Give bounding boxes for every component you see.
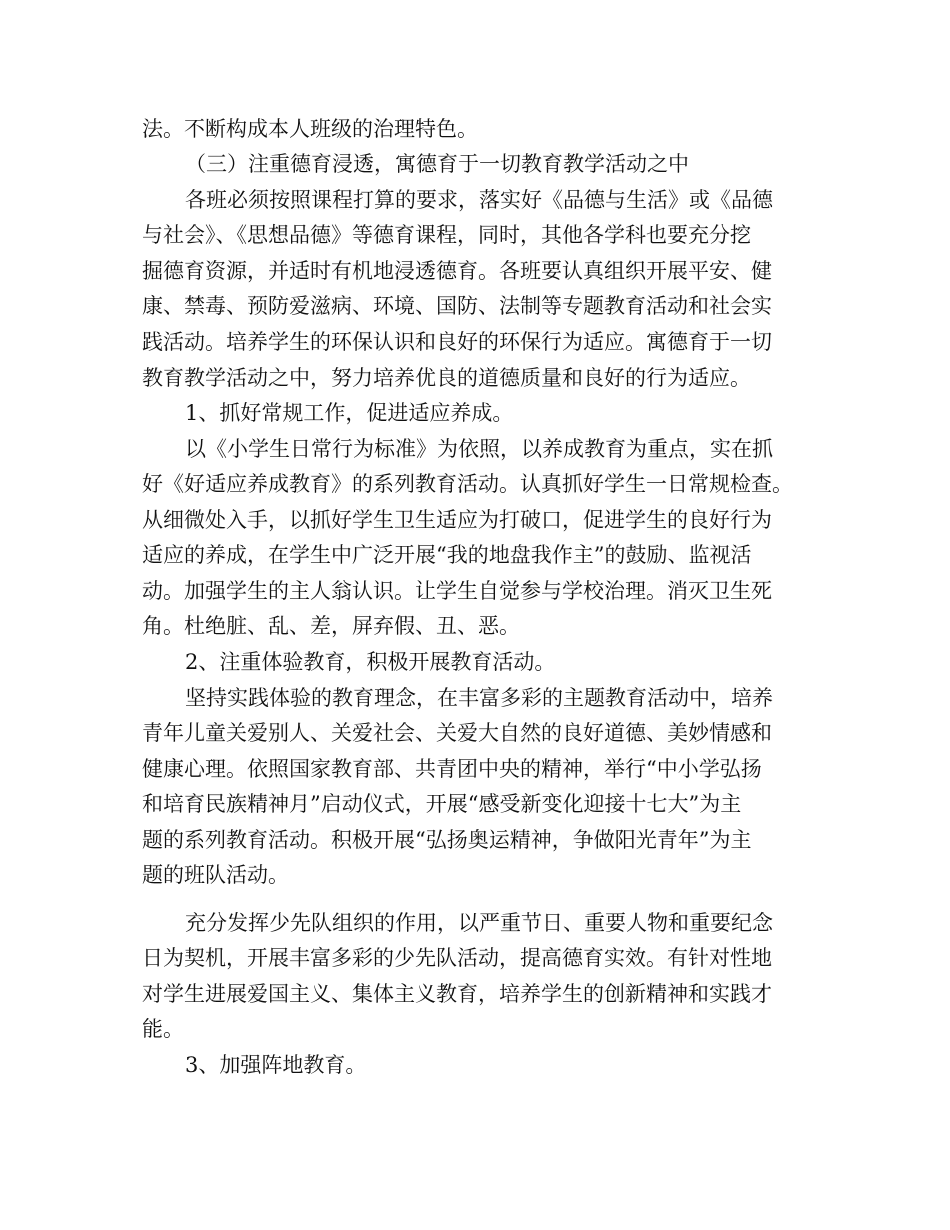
text-line: 从细微处入手，以抓好学生卫生适应为打破口，促进学生的良好行为	[142, 508, 772, 532]
text-line: 法。不断构成本人班级的治理特色。	[142, 117, 478, 141]
subheading: 2、注重体验教育，积极开展教育活动。	[185, 650, 556, 674]
text-line: 动。加强学生的主人翁认识。让学生自觉参与学校治理。消灭卫生死	[142, 579, 772, 603]
text-line: 适应的养成，在学生中广泛开展“我的地盘我作主”的鼓励、监视活	[142, 543, 752, 567]
text-line: 教育教学活动之中，努力培养优良的道德质量和良好的行为适应。	[142, 366, 751, 390]
text-line: 康、禁毒、预防爱滋病、环境、国防、法制等专题教育活动和社会实	[142, 294, 772, 318]
text-line: 好《好适应养成教育》的系列教育活动。认真抓好学生一日常规检查。	[142, 472, 793, 496]
text-line: 践活动。培养学生的环保认识和良好的环保行为适应。寓德育于一切	[142, 330, 772, 354]
text-line: 掘德育资源，并适时有机地浸透德育。各班要认真组织开展平安、健	[142, 259, 772, 283]
text-line: 题的班队活动。	[142, 863, 289, 887]
text-line: 能。	[142, 1017, 184, 1041]
text-line: 坚持实践体验的教育理念，在丰富多彩的主题教育活动中，培养	[185, 686, 773, 710]
text-line: 和培育民族精神月”启动仪式，开展“感受新变化迎接十七大”为主	[142, 792, 742, 816]
text-line: 以《小学生日常行为标准》为依照，以养成教育为重点，实在抓	[185, 437, 773, 461]
text-line: 健康心理。依照国家教育部、共青团中央的精神，举行“中小学弘扬	[142, 757, 762, 781]
text-line: 日为契机，开展丰富多彩的少先队活动，提高德育实效。有针对性地	[142, 946, 772, 970]
text-line: 角。杜绝脏、乱、差，屏弃假、丑、恶。	[142, 614, 520, 638]
text-line: 各班必须按照课程打算的要求，落实好《品德与生活》或《品德	[185, 188, 773, 212]
text-line: 题的系列教育活动。积极开展“弘扬奥运精神，争做阳光青年”为主	[142, 828, 752, 852]
section-heading: （三）注重德育浸透，寓德育于一切教育教学活动之中	[185, 152, 689, 176]
text-line: 充分发挥少先队组织的作用，以严重节日、重要人物和重要纪念	[185, 911, 773, 935]
subheading: 1、抓好常规工作，促进适应养成。	[185, 401, 514, 425]
text-line: 青年儿童关爱别人、关爱社会、关爱大自然的良好道德、美妙情感和	[142, 721, 772, 745]
text-line: 与社会》、《思想品德》等德育课程，同时，其他各学科也要充分挖	[142, 223, 751, 247]
subheading: 3、加强阵地教育。	[185, 1053, 367, 1077]
text-line: 对学生进展爱国主义、集体主义教育，培养学生的创新精神和实践才	[142, 982, 772, 1006]
